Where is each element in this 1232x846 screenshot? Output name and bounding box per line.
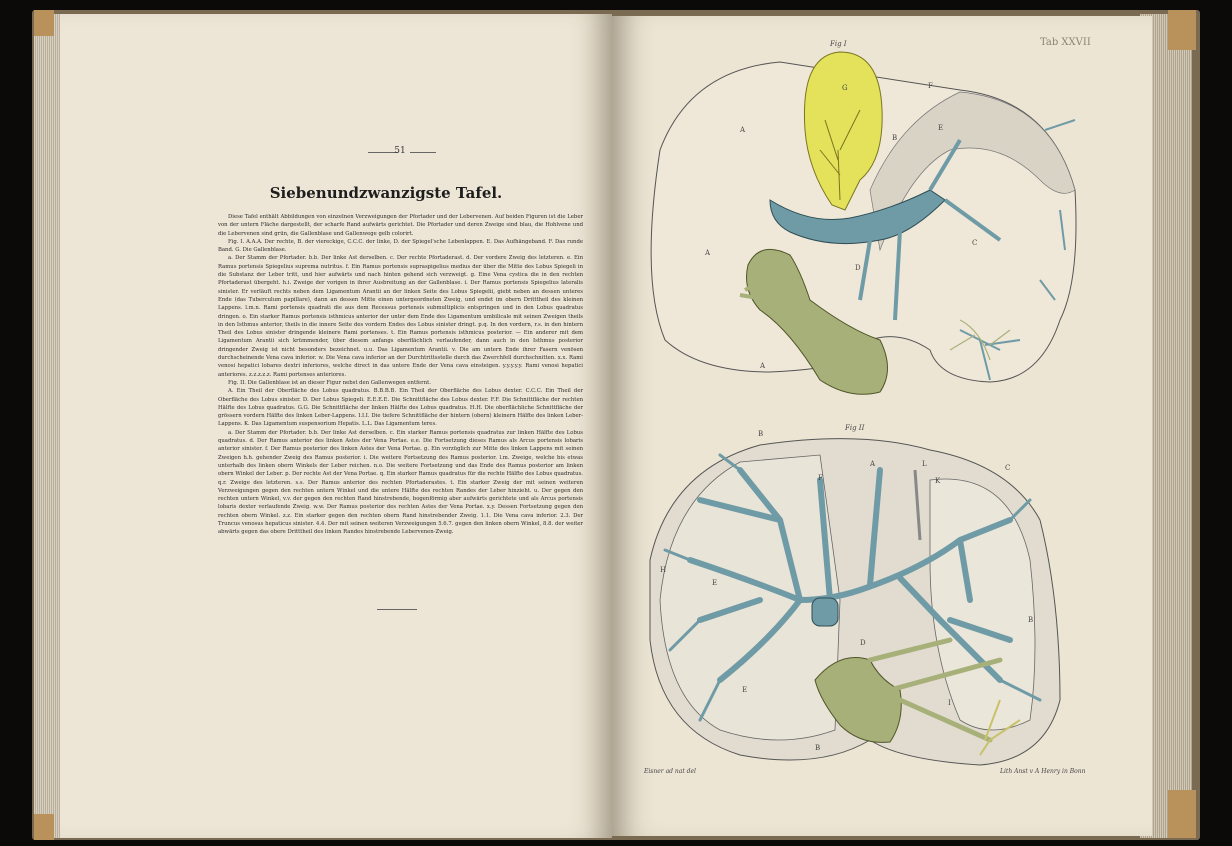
- fig1-letter-label: F: [928, 82, 933, 90]
- paragraph: a. Der Stamm der Pfortader. b.b. Der linke Ast derselben. c. Der rechte Pfortaderast. d. Der vordere Zweig des letzteren. e. Ein Ramus portensis Spiegelius suprema nutritus. f. Ein Ramus portensis supraspigelius medius der über die Mitte des Lobus Spiegeli in die Substanz der Leber tritt, und hier aufwärts und nach hinten gehend sich verzweigt. g. Eine Vena cystica die in den rechten Pfortaderast übergeht. h.i. Zweige der vorigen in ihrer Ausbreitung an der Gallenblase. i. Der Ramus portensis Spiegelius lateralis sinister. Er verläuft rechts neben dem Ligamentum Arantii an der linken Seite des Lobus Spiegelii, giebt neben an dessen unteres Ende (das Tuberculum papillare), dann an dessen Mitte einen untergeordneten Zweig, und endet im obern Dritttheil des kleinen Lappens. l.m.n. Rami portensis quadrati die aus dem Recessus portensis submultiplicis entspringen und in den Lobus quadratus dringen. o. Ein starker Ramus portensis isthmicus anterior der unter dem Ende des Ligamentum umbilicale mit seinen Zweigen theils in den Isthmus anterior, theils in die innere Seite des vordern Endes des Lobus sinister dringt. p.q. In den vordern, r.s. in den hintern Theil des Lobus sinister dringende kleinere Rami portenses. t. Ein Ramus portensis isthmicus posterior. — Ein anderer mit dem Ligamentum Arantii sich krümmender, über diesem anfangs oberflächlich verlaufender, dann auch in den Isthmus posterior dringender Zweig ist nicht besonders bezeichnet. u.u. Das Ligamentum Arantii. v. Die am untern Ende ihrer Fasern venösen durchscheinende Vena cava inferior. w. Die Vena cava inferior an der Durchtrittsstelle durch das Zwerchfell durchschnitten. x.x. Rami venosi hepatici lobares dextri inferiores, welche direct in das untere Ende der Vena cava einsteigen. y.y.y.y.y. Rami venosi hepatici anteriores. z.z.z.z.z. Rami portenses anteriores.: [218, 255, 583, 378]
- fig2-letter-label: F: [818, 474, 823, 482]
- fig1-letter-label: A: [705, 249, 711, 257]
- fig1-letter-label: G: [842, 84, 848, 92]
- fig2-letter-label: B: [815, 744, 821, 752]
- fig1-liver: [651, 52, 1076, 394]
- fig2-letter-label: B: [1028, 616, 1034, 624]
- fig2-label: Fig II: [845, 424, 865, 432]
- fig2-letter-label: E: [742, 686, 748, 694]
- page-number: 51: [394, 146, 406, 156]
- fig2-letter-label: H: [660, 566, 667, 574]
- paragraph: A. Ein Theil der Oberfläche des Lobus quadratus. B.B.B.B. Ein Theil der Oberfläche des Lobus dexter. C.C.C. Ein Theil der Oberfläche des Lobus sinister. D. Der Lobus Spiegeli. E.E.E.E. Die Schnittfläche des Lobus dexter. F.F. Die Schnittfläche der rechten Hälfte des Lobus quadratus. G.G. Die Schnittfläche der linken Hälfte des Lobus quadratus. H.H. Die oberflächliche Schnittfläche der grössern vordern Hälfte des linken Leber-Lappens. I.I.I. Die tiefere Schnittfläche der hintern (obern) kleinern Hälfte des linken Leber-Lappens. K. Das Ligamentum suspensorium Hepatis. L.L. Das Ligamentum teres.: [218, 388, 583, 428]
- plate-number: Tab XXVII: [1040, 37, 1091, 48]
- fig1-letter-label: D: [855, 264, 861, 272]
- fig2-letter-label: B: [758, 430, 764, 438]
- fig2-letter-label: D: [860, 639, 866, 647]
- lithographer-credit: Lith Anst v A Henry in Bonn: [1000, 768, 1086, 775]
- fig1-letter-label: B: [892, 134, 898, 142]
- fig2-letter-label: L: [922, 460, 927, 468]
- fig2-letter-label: A: [870, 460, 876, 468]
- fig2-letter-label: C: [1005, 464, 1011, 472]
- fig1-label: Fig I: [830, 40, 847, 48]
- fig1-letter-label: C: [972, 239, 978, 247]
- fig1-letter-label: A: [760, 362, 766, 370]
- page-title: Siebenundzwanzigste Tafel.: [269, 184, 503, 202]
- paragraph: Fig. I. A.A.A. Der rechte, B. der viereckige, C.C.C. der linke, D. der Spiegel'sche Lebenlappen. E. Das Aufhängeband. F. Das runde Band. G. Die Gallenblase.: [218, 238, 583, 254]
- fig2-letter-label: K: [935, 477, 941, 485]
- fig2-letter-label: I: [948, 699, 951, 707]
- artist-credit: Eisner ad nat del: [644, 768, 696, 775]
- fig2-portal-trunk: [812, 598, 838, 626]
- fig1-letter-label: E: [938, 124, 944, 132]
- paragraph: Fig. II. Die Gallenblase ist an dieser Figur nebst den Gallenwegen entfernt.: [228, 379, 431, 386]
- paragraph: Diese Tafel enthält Abbildungen von einzelnen Verzweigungen der Pfortader und der Lebervenen. Auf beiden Figuren ist die Leber von der untern Fläche dargestellt, der scharfe Rand aufwärts gerichtet. Die Pfortader und deren Zweige sind blau, die Hohlvene und die Lebervenen sind grün, die Gallenblase und Gallenwege gelb colorirt.: [218, 214, 583, 237]
- fig1-letter-label: A: [740, 126, 746, 134]
- paragraph: a. Der Stamm der Pfortader. b.b. Der linke Ast derselben. c. Ein starker Ramus portensis quadratus zur linken Hälfte des Lobus quadratus. d. Der Ramus anterior des linken Astes der Vena Portae. e.e. Die Fortsetzung dieses Ramus als Arcus portensis lobaris anterior sinister. f. Der Ramus posterior des linken Astes der Vena Portae. g. Ein vorzüglich zur Mitte des linken Lappens mit seinen Zweigen h.h. gehender Zweig des Ramus posterior. i. Die weitere Fortsetzung des Ramus posterior. l.m. Zweige, welche bis etwas unterhalb des linken obern Winkels der Leber reichen. n.o. Die weitere Fortsetzung und das Ende des Ramus posterior am linken obern Winkel der Leber. p. Der rechte Ast der Vena Portae. q. Ein starker Ramus quadratus für die rechte Hälfte des Lobus quadratus. q.r. Zweige des letzteren. s.s. Der Ramus anterior des rechten Pfortaderastes. t. Ein starker Zweig der mit seinen weiteren Verzweigungen gegen den rechten untern Winkel und die untere Hälfte des rechten Randes der Leber hinzieht. u. Der gegen den rechten untern Winkel, v.v. der gegen den rechten Rand hinstrebende, bogenförmig aber aufwärts gerichtete und als Arcus portensis lobaris dexter verlaufende Zweig. w.w. Der Ramus posterior des rechten Astes der Vena Portae. x.y. Dessen Fortsetzung gegen den rechten obern Winkel. z.z. Ein starker gegen den rechten obern Rand hinstrebender Zweig. 1.1. Die Vena cava inferior. 2.3. Der Truncus venosus hepaticus sinister. 4.4. Der mit seinen weiteren Verzweigungen 5.6.7. gegen den linken obern Winkel, 8.8. der weiter abwärts gegen das obere Dritttheil des linken Randes hinstrebende Lebervenen-Zweig.: [218, 429, 583, 536]
- fig2-liver: [650, 439, 1060, 765]
- fig2-letter-label: E: [712, 579, 718, 587]
